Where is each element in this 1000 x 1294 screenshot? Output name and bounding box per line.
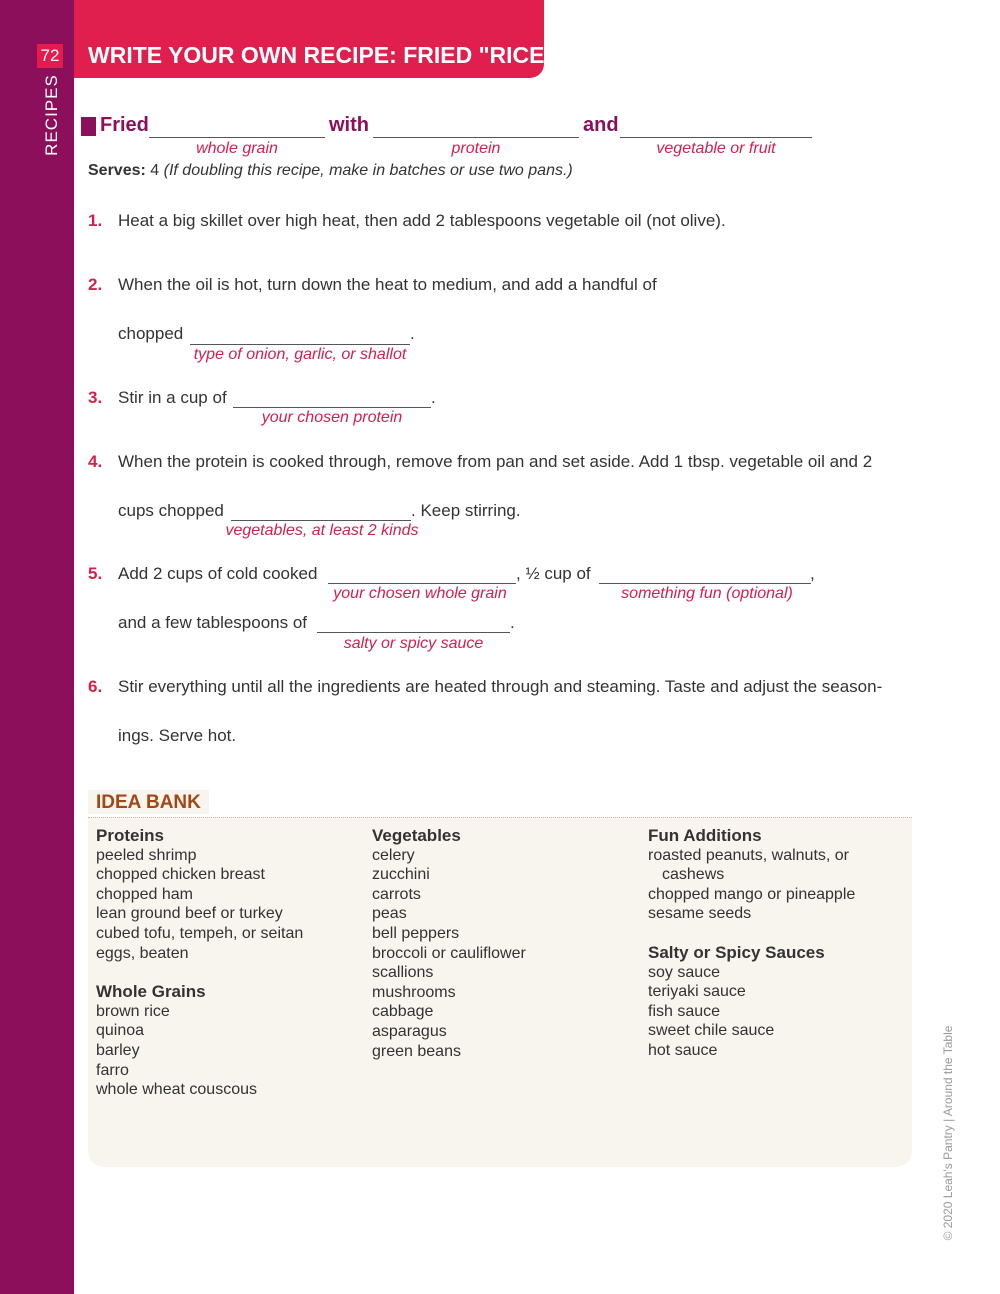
list-item: brown rice xyxy=(96,1002,170,1020)
blank-chosen-grain[interactable] xyxy=(328,583,516,584)
list-item: chopped chicken breast xyxy=(96,866,265,884)
idea-bank-divider xyxy=(88,817,912,818)
idea-bank-title: IDEA BANK xyxy=(88,790,209,814)
list-item: peeled shrimp xyxy=(96,846,197,864)
step-4-number: 4. xyxy=(88,452,103,471)
step-1-number: 1. xyxy=(88,211,103,230)
hint-vegetables: vegetables, at least 2 kinds xyxy=(225,522,419,539)
whole-grains-title: Whole Grains xyxy=(96,982,206,1002)
list-item: chopped ham xyxy=(96,885,193,903)
step-5-text-2: and a few tablespoons of xyxy=(118,613,308,632)
step-4-text: When the protein is cooked through, remove from pan and set aside. Add 1 tbsp. vegetable oil and 2 xyxy=(118,452,873,471)
idea-col-2 xyxy=(372,826,642,1061)
section-label: RECIPES xyxy=(42,74,61,156)
step-2-text-2: chopped xyxy=(118,324,184,343)
list-item: mushrooms xyxy=(372,983,456,1001)
step-6-text-2: ings. Serve hot. xyxy=(118,726,237,745)
serves-line xyxy=(88,162,573,180)
sauces-title: Salty or Spicy Sauces xyxy=(648,942,825,962)
list-item: carrots xyxy=(372,885,421,903)
list-item: cashews xyxy=(662,866,725,884)
blank-fun[interactable] xyxy=(599,583,811,584)
list-item: chopped mango or pineapple xyxy=(648,885,856,903)
list-item: celery xyxy=(372,846,415,864)
list-item: cubed tofu, tempeh, or seitan xyxy=(96,924,304,942)
step-6-number: 6. xyxy=(88,677,103,696)
list-item: roasted peanuts, walnuts, or xyxy=(648,846,850,864)
list-item: lean ground beef or turkey xyxy=(96,905,283,923)
serves-value: 4 xyxy=(150,162,160,179)
step-5-mid: , ½ cup of xyxy=(516,564,591,583)
list-item: zucchini xyxy=(372,866,430,884)
fun-additions-title: Fun Additions xyxy=(648,826,762,845)
step-2-end: . xyxy=(410,324,415,343)
step-6-text: Stir everything until all the ingredients are heated through and steaming. Taste and adjust the season- xyxy=(118,677,883,696)
heading-word-with: with xyxy=(329,114,369,136)
step-5-end-1: , xyxy=(810,564,815,583)
step-2-text: When the oil is hot, turn down the heat to medium, and add a handful of xyxy=(118,275,657,294)
step-3-end: . xyxy=(431,388,436,407)
list-item: quinoa xyxy=(96,1022,145,1040)
list-item: bell peppers xyxy=(372,924,460,942)
hint-protein: protein xyxy=(451,140,501,157)
list-item: peas xyxy=(372,905,407,923)
serves-label: Serves: xyxy=(88,162,146,179)
proteins-title: Proteins xyxy=(96,826,165,845)
hint-chosen-protein: your chosen protein xyxy=(261,409,403,426)
page-number: 72 xyxy=(37,44,63,68)
page-title: WRITE YOUR OWN RECIPE: FRIED "RICE" xyxy=(88,42,556,68)
list-item: barley xyxy=(96,1041,140,1059)
list-item: cabbage xyxy=(372,1003,434,1021)
list-item: teriyaki sauce xyxy=(648,983,746,1001)
list-item: fish sauce xyxy=(648,1002,721,1020)
step-1-text: Heat a big skillet over high heat, then add 2 tablespoons vegetable oil (not olive). xyxy=(118,211,726,230)
step-4-end: . Keep stirring. xyxy=(411,501,521,520)
blank-vegetable[interactable] xyxy=(620,137,812,138)
step-3-number: 3. xyxy=(88,388,103,407)
hint-onion: type of onion, garlic, or shallot xyxy=(193,346,407,363)
title-banner xyxy=(74,0,556,78)
step-2-number: 2. xyxy=(88,275,103,294)
blank-vegetables[interactable] xyxy=(231,520,411,521)
blank-whole-grain[interactable] xyxy=(149,137,325,138)
list-item: hot sauce xyxy=(648,1041,718,1059)
step-5-end-2: . xyxy=(510,613,515,632)
copyright: © 2020 Leah's Pantry | Around the Table xyxy=(941,1025,955,1241)
list-item: scallions xyxy=(372,964,434,982)
step-5-number: 5. xyxy=(88,564,103,583)
blank-sauce[interactable] xyxy=(317,632,510,633)
list-item: broccoli or cauliflower xyxy=(372,944,526,962)
hint-fun: something fun (optional) xyxy=(621,585,793,602)
list-item: green beans xyxy=(372,1042,461,1060)
blank-onion[interactable] xyxy=(190,344,410,345)
step-4-text-2: cups chopped xyxy=(118,501,224,520)
sidebar xyxy=(0,0,74,1294)
idea-col-3 xyxy=(648,826,910,1061)
hint-vegetable: vegetable or fruit xyxy=(656,140,776,157)
list-item: asparagus xyxy=(372,1022,447,1040)
list-item: sesame seeds xyxy=(648,905,752,923)
list-item: eggs, beaten xyxy=(96,944,189,962)
list-item: sweet chile sauce xyxy=(648,1022,775,1040)
heading-word-fried: Fried xyxy=(100,114,149,136)
blank-protein[interactable] xyxy=(373,137,579,138)
serves-note: (If doubling this recipe, make in batches or use two pans.) xyxy=(163,162,573,179)
list-item: whole wheat couscous xyxy=(96,1081,257,1099)
vegetables-title: Vegetables xyxy=(372,826,461,845)
heading-word-and: and xyxy=(583,114,619,136)
heading-square-icon xyxy=(81,117,96,136)
hint-sauce: salty or spicy sauce xyxy=(343,635,484,652)
blank-chosen-protein[interactable] xyxy=(233,407,431,408)
step-5-text: Add 2 cups of cold cooked xyxy=(118,564,318,583)
list-item: soy sauce xyxy=(648,963,721,981)
list-item: farro xyxy=(96,1061,129,1079)
hint-whole-grain: whole grain xyxy=(196,140,278,157)
step-3-text: Stir in a cup of xyxy=(118,388,227,407)
hint-chosen-grain: your chosen whole grain xyxy=(333,585,507,602)
idea-col-1 xyxy=(96,826,366,1100)
